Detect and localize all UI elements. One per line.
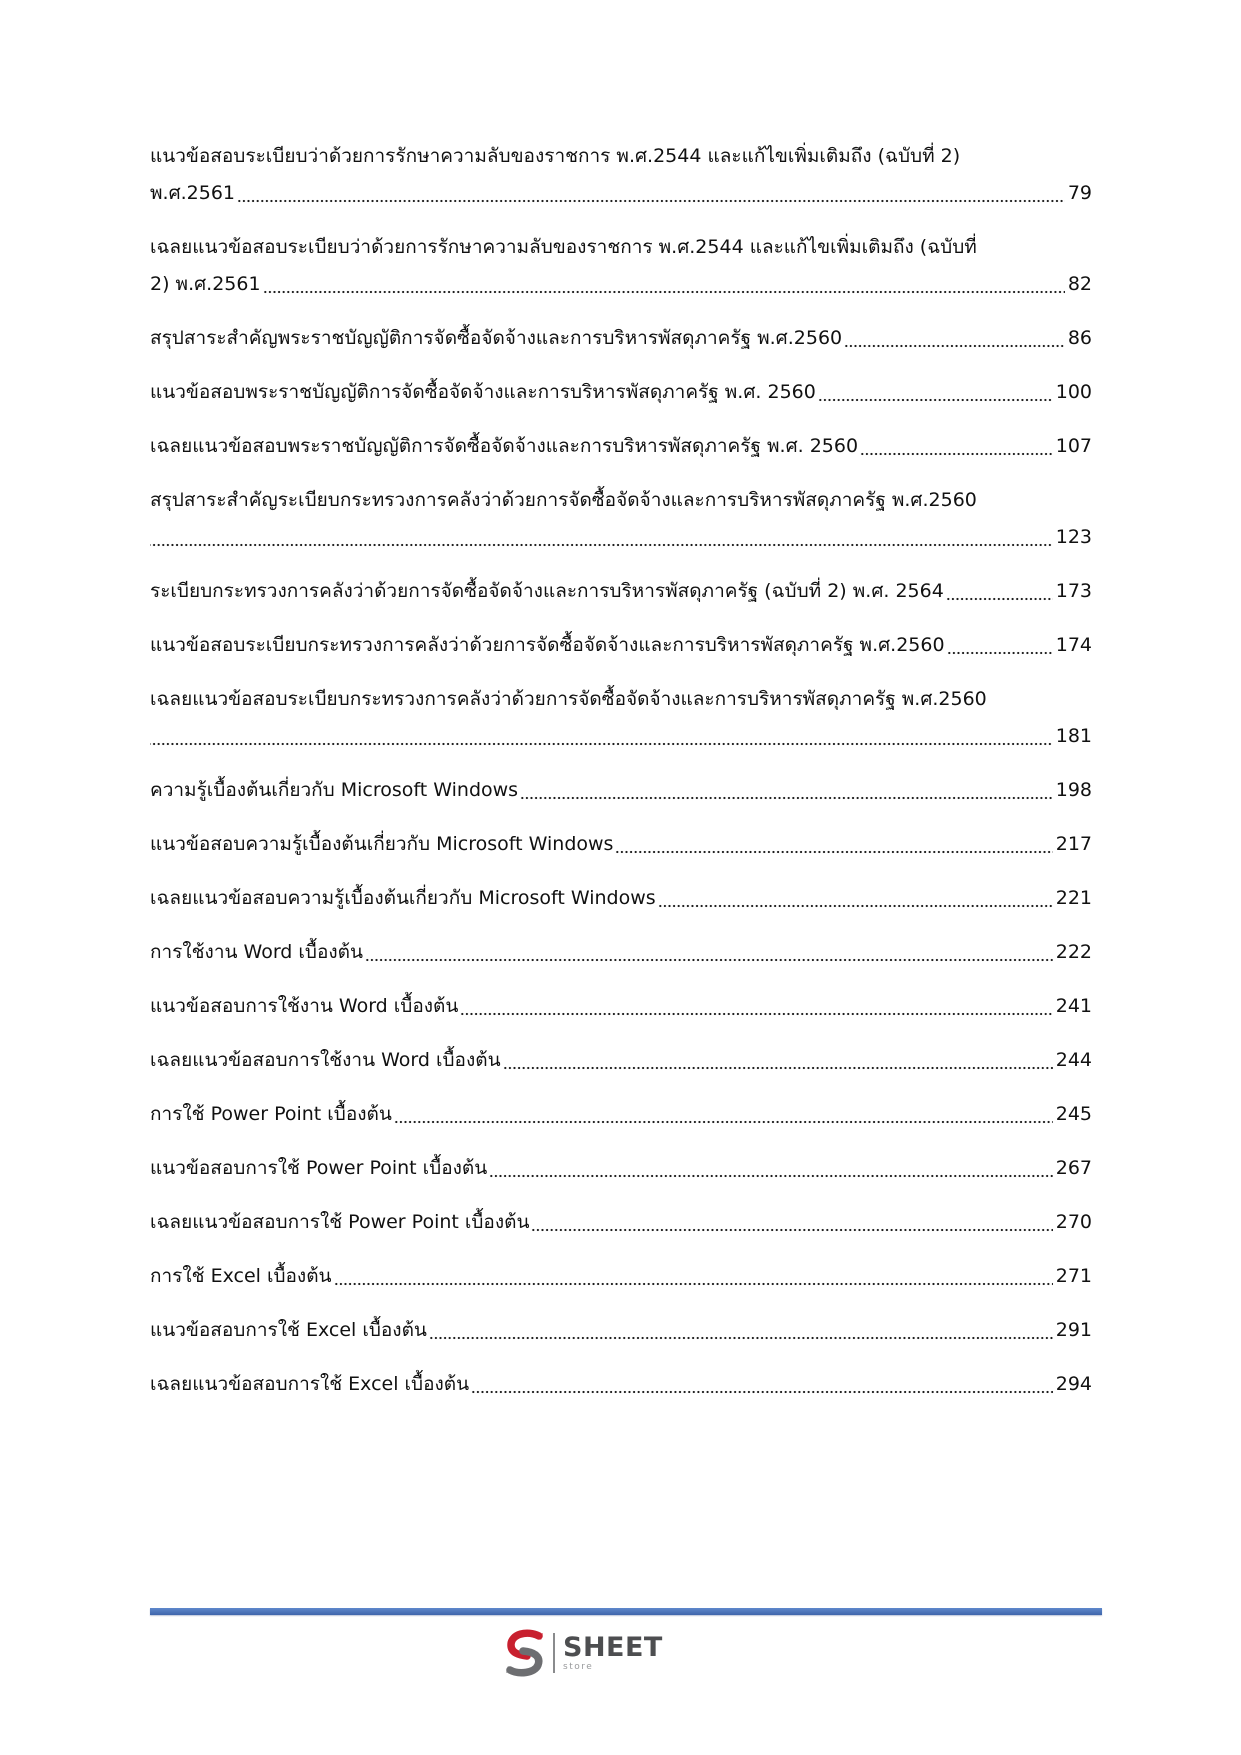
- toc-entry-line: [150, 175, 1092, 212]
- dot-leader: [489, 1150, 1053, 1187]
- toc-page-number: 270: [1055, 1211, 1092, 1233]
- dot-leader: [263, 266, 1065, 303]
- dot-leader: [658, 880, 1053, 917]
- dot-leader: [947, 627, 1053, 664]
- toc-page-number: 79: [1067, 182, 1092, 204]
- toc-entry[interactable]: [150, 1312, 1092, 1349]
- toc-entry-line: [150, 880, 1092, 917]
- toc-entry-line: [150, 1204, 1092, 1241]
- dot-leader: [334, 1258, 1053, 1295]
- toc-entry-title: แนวข้อสอบพระราชบัญญัติการจัดซื้อจัดจ้างและการบริหารพัสดุภาครัฐ พ.ศ. 2560: [150, 381, 816, 403]
- toc-entry[interactable]: [150, 573, 1092, 610]
- toc-page-number: 173: [1055, 580, 1092, 602]
- toc-entry[interactable]: [150, 1096, 1092, 1133]
- toc-entry[interactable]: [150, 1042, 1092, 1079]
- toc-entry-title-continued: พ.ศ.2561: [150, 182, 236, 204]
- toc-entry-line: [150, 138, 1092, 175]
- toc-entry-line: [150, 374, 1092, 411]
- toc-entry-title: ระเบียบกระทรวงการคลังว่าด้วยการจัดซื้อจัดจ้างและการบริหารพัสดุภาครัฐ (ฉบับที่ 2) พ.ศ. 2564: [150, 580, 944, 602]
- toc-entry[interactable]: [150, 988, 1092, 1025]
- toc-entry-title: เฉลยแนวข้อสอบความรู้เบื้องต้นเกี่ยวกับ Microsoft Windows: [150, 887, 656, 909]
- toc-page-number: 123: [1055, 526, 1092, 548]
- toc-entry[interactable]: [150, 1366, 1092, 1403]
- toc-entry[interactable]: [150, 681, 1092, 755]
- toc-entry-title: แนวข้อสอบระเบียบว่าด้วยการรักษาความลับของราชการ พ.ศ.2544 และแก้ไขเพิ่มเติมถึง (ฉบับที่ 2): [150, 145, 961, 167]
- toc-page-number: 291: [1055, 1319, 1092, 1341]
- toc-entry-title: การใช้งาน Word เบื้องต้น: [150, 941, 363, 963]
- dot-leader: [150, 519, 1053, 556]
- toc-entry-line: [150, 1312, 1092, 1349]
- toc-entry-line: [150, 428, 1092, 465]
- toc-entry-title: เฉลยแนวข้อสอบระเบียบว่าด้วยการรักษาความลับของราชการ พ.ศ.2544 และแก้ไขเพิ่มเติมถึง (ฉบับที่: [150, 236, 977, 258]
- toc-entry-title-continued: 2) พ.ศ.2561: [150, 273, 261, 295]
- dot-leader: [818, 374, 1053, 411]
- brand-logo: [503, 1627, 663, 1679]
- brand-wordmark: [563, 1634, 663, 1672]
- toc-entry-line: [150, 482, 1092, 519]
- toc-page-number: 181: [1055, 725, 1092, 747]
- toc-entry-title: สรุปสาระสำคัญพระราชบัญญัติการจัดซื้อจัดจ้างและการบริหารพัสดุภาครัฐ พ.ศ.2560: [150, 327, 843, 349]
- toc-entry-line: [150, 681, 1092, 718]
- toc-entry-line: [150, 988, 1092, 1025]
- dot-leader: [365, 934, 1053, 971]
- toc-entry-line: [150, 229, 1092, 266]
- toc-page-number: 267: [1055, 1157, 1092, 1179]
- dot-leader: [946, 573, 1053, 610]
- toc-page-number: 244: [1055, 1049, 1092, 1071]
- toc-entry-title: การใช้ Power Point เบื้องต้น: [150, 1103, 392, 1125]
- toc-entry-title: แนวข้อสอบระเบียบกระทรวงการคลังว่าด้วยการจัดซื้อจัดจ้างและการบริหารพัสดุภาครัฐ พ.ศ.2560: [150, 634, 945, 656]
- toc-entry[interactable]: [150, 1150, 1092, 1187]
- toc-page-number: 271: [1055, 1265, 1092, 1287]
- dot-leader: [460, 988, 1052, 1025]
- toc-entry-line: [150, 1258, 1092, 1295]
- toc-entry-line: [150, 1096, 1092, 1133]
- dot-leader: [150, 718, 1053, 755]
- toc-entry-line: [150, 772, 1092, 809]
- toc-entry-line: [150, 1366, 1092, 1403]
- toc-entry-line: [150, 718, 1092, 755]
- toc-entry[interactable]: [150, 880, 1092, 917]
- toc-page-number: 217: [1055, 833, 1092, 855]
- brand-tagline: store: [563, 1662, 594, 1672]
- toc-page-number: 198: [1055, 779, 1092, 801]
- toc-entry-title: การใช้ Excel เบื้องต้น: [150, 1265, 332, 1287]
- toc-entry-title: เฉลยแนวข้อสอบการใช้งาน Word เบื้องต้น: [150, 1049, 501, 1071]
- toc-entry[interactable]: [150, 1258, 1092, 1295]
- toc-entry-title: ความรู้เบื้องต้นเกี่ยวกับ Microsoft Windows: [150, 779, 519, 801]
- toc-entry-line: [150, 934, 1092, 971]
- toc-page-number: 221: [1055, 887, 1092, 909]
- toc-page-number: 100: [1055, 381, 1092, 403]
- dot-leader: [520, 772, 1053, 809]
- toc-entry-title: แนวข้อสอบการใช้ Excel เบื้องต้น: [150, 1319, 427, 1341]
- dot-leader: [429, 1312, 1053, 1349]
- toc-entry[interactable]: [150, 627, 1092, 664]
- toc-entry[interactable]: [150, 138, 1092, 212]
- toc-entry[interactable]: [150, 374, 1092, 411]
- toc-entry[interactable]: [150, 934, 1092, 971]
- toc-entry-line: [150, 519, 1092, 556]
- toc-page-number: 222: [1055, 941, 1092, 963]
- toc-page-number: 107: [1055, 435, 1092, 457]
- toc-entry-line: [150, 1150, 1092, 1187]
- toc-page-number: 86: [1067, 327, 1092, 349]
- toc-entry-line: [150, 1042, 1092, 1079]
- toc-entry[interactable]: [150, 320, 1092, 357]
- dot-leader: [531, 1204, 1052, 1241]
- footer-rule: [150, 1608, 1102, 1615]
- toc-entry-line: [150, 826, 1092, 863]
- toc-entry-title: แนวข้อสอบการใช้ Power Point เบื้องต้น: [150, 1157, 488, 1179]
- toc-entry-title: เฉลยแนวข้อสอบระเบียบกระทรวงการคลังว่าด้วยการจัดซื้อจัดจ้างและการบริหารพัสดุภาครัฐ พ.ศ.2560: [150, 688, 987, 710]
- toc-page-number: 294: [1055, 1373, 1092, 1395]
- dot-leader: [394, 1096, 1053, 1133]
- toc-entry[interactable]: [150, 1204, 1092, 1241]
- toc-entry-line: [150, 573, 1092, 610]
- dot-leader: [237, 175, 1065, 212]
- toc-entry-title: แนวข้อสอบความรู้เบื้องต้นเกี่ยวกับ Microsoft Windows: [150, 833, 614, 855]
- toc-entry-title: สรุปสาระสำคัญระเบียบกระทรวงการคลังว่าด้วยการจัดซื้อจัดจ้างและการบริหารพัสดุภาครัฐ พ.ศ.2560: [150, 489, 977, 511]
- toc-entry-title: เฉลยแนวข้อสอบการใช้ Power Point เบื้องต้น: [150, 1211, 530, 1233]
- dot-leader: [844, 320, 1065, 357]
- toc-entry-line: [150, 627, 1092, 664]
- logo-s-icon: [503, 1628, 547, 1678]
- toc-entry[interactable]: [150, 826, 1092, 863]
- dot-leader: [471, 1366, 1053, 1403]
- toc-entry-line: [150, 266, 1092, 303]
- toc-page-number: 82: [1067, 273, 1092, 295]
- toc-page-number: 241: [1055, 995, 1092, 1017]
- dot-leader: [860, 428, 1053, 465]
- toc-entry-title: เฉลยแนวข้อสอบการใช้ Excel เบื้องต้น: [150, 1373, 470, 1395]
- toc-entry[interactable]: [150, 428, 1092, 465]
- toc-entry-title: แนวข้อสอบการใช้งาน Word เบื้องต้น: [150, 995, 459, 1017]
- toc-entry[interactable]: [150, 482, 1092, 556]
- dot-leader: [503, 1042, 1053, 1079]
- logo-divider: [553, 1633, 555, 1673]
- toc-entry-title: เฉลยแนวข้อสอบพระราชบัญญัติการจัดซื้อจัดจ้างและการบริหารพัสดุภาครัฐ พ.ศ. 2560: [150, 435, 859, 457]
- toc-entry[interactable]: [150, 229, 1092, 303]
- dot-leader: [615, 826, 1052, 863]
- toc-page-number: 245: [1055, 1103, 1092, 1125]
- table-of-contents: [150, 138, 1092, 1420]
- toc-entry-line: [150, 320, 1092, 357]
- toc-page-number: 174: [1055, 634, 1092, 656]
- toc-entry[interactable]: [150, 772, 1092, 809]
- brand-name: SHEET: [563, 1632, 663, 1663]
